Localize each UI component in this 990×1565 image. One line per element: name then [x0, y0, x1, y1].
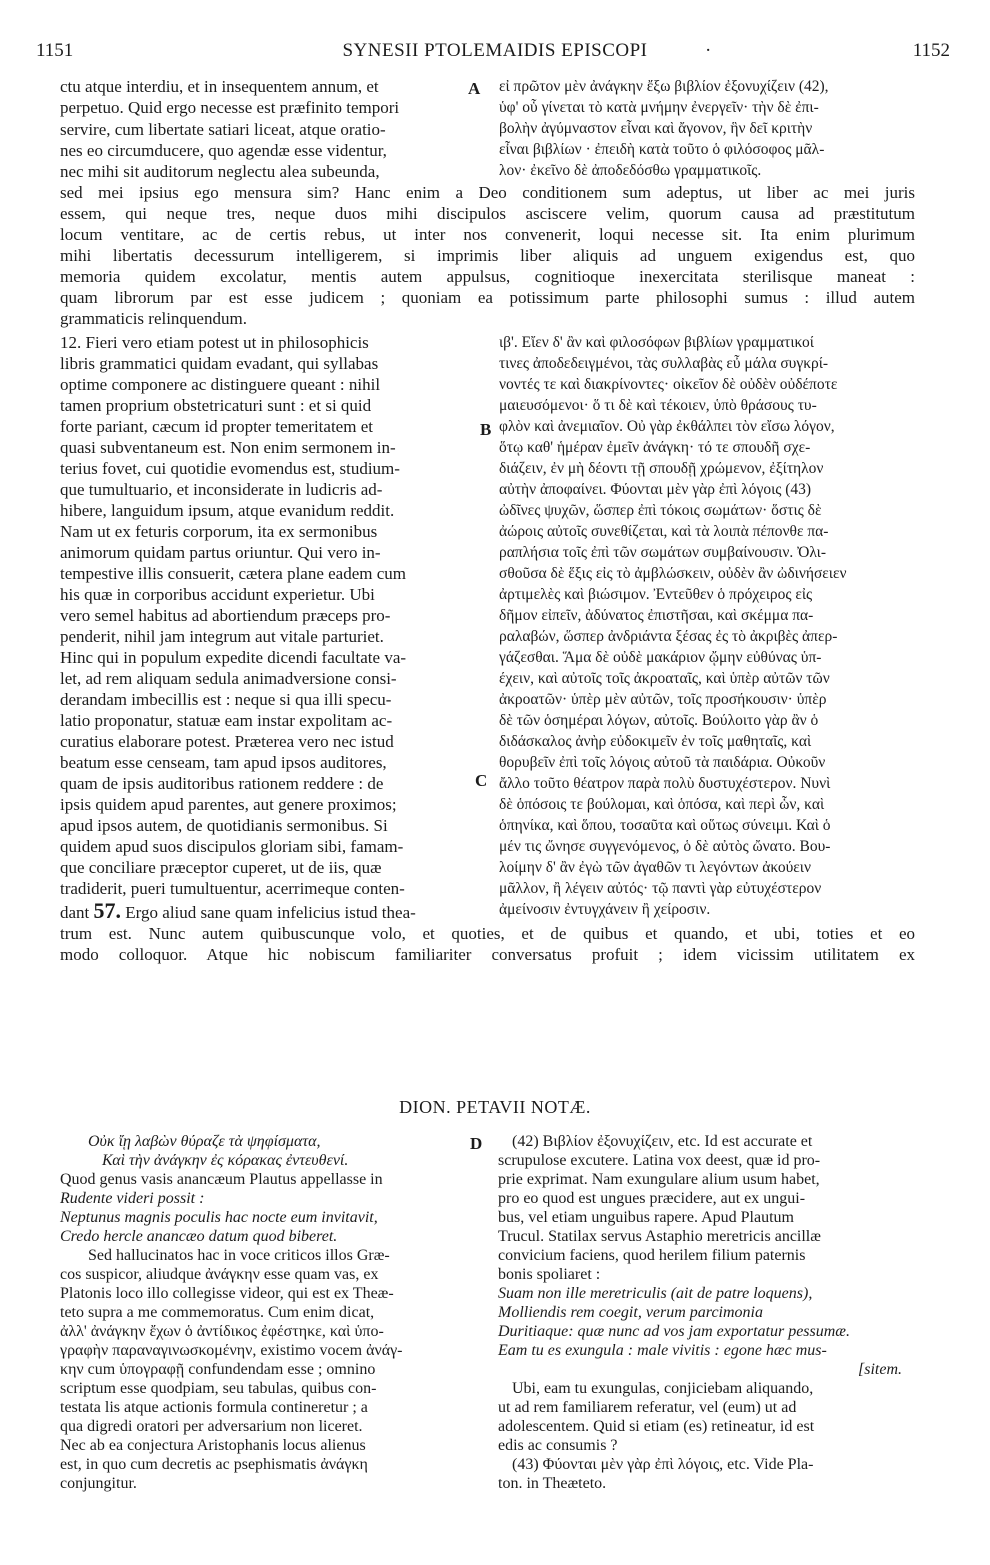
greek-mid-line: φλὸν καὶ ἀνεμιαῖον. Οὐ γὰρ ἐκθάλπει τὸν εἴσω λόγον,: [499, 418, 835, 435]
note-right-line: [sitem.: [858, 1361, 902, 1378]
latin-mid-line: terius fovet, cui quotidie evomendus est, studium-: [60, 459, 400, 478]
latin-full-line: memoria quidem excolatur, mentis autem appulsus, cognitioque inexercitata sterilisque maneat :: [60, 267, 915, 286]
latin-mid-line: tempestive illis consuerit, cætera plane eadem cum: [60, 564, 407, 583]
notes-heading: DION. PETAVII NOTÆ.: [399, 1097, 591, 1117]
column-number: 57.: [93, 898, 122, 923]
greek-mid-line: μαιευσόμενοι· ὅ τι δὲ καὶ τέκοιεν, ὑπὸ θράσους τυ-: [499, 397, 817, 414]
greek-mid-line: μέν τις ὤνησε συγγενόμενος, ὁ δὲ αὐτὸς ὤνατο. Βου-: [499, 838, 831, 855]
note-left-line: conjungitur.: [60, 1475, 137, 1492]
latin-full-line: locum ventitare, ac de certis rebus, ut inter nos convenerit, loqui necesse sit. Ita enim plurimum: [60, 225, 915, 244]
greek-mid-line: αὐτὴν ἀποφαίνει. Φύονται μὲν γὰρ ἐπὶ λόγοις (43): [499, 481, 812, 498]
greek-top-line: λον· ἐκεῖνο δὲ ἀποδεδόσθω γραμματικοῖς.: [499, 162, 762, 179]
latin-mid-line: latio proponatur, statuæ eam instar expolitam ac-: [60, 711, 393, 730]
latin-mid-line: hibere, languidum ipsum, atque evanidum reddit.: [60, 501, 395, 520]
note-left-line: scriptum esse quodpiam, seu tabulas, quibus con-: [60, 1380, 377, 1397]
latin-mid-line: Hinc qui in populum expedite dicendi facultate va-: [60, 648, 407, 667]
latin-mid-line: que conciliare præceptor cuperet, ut de iis, quæ: [60, 858, 382, 877]
note-right-line: pro eo quod est ungues præcidere, aut ex ungui-: [498, 1190, 806, 1207]
latin-mid-line: derandam imbecillis est : neque si qua illi specu-: [60, 690, 392, 709]
greek-mid-line: σθοῦσα δὲ ἕξις εἰς τὸ ἀμβλώσκειν, οὐδὲν ἂν ὠδινήσειεν: [499, 565, 847, 582]
latin-mid-line: 12. Fieri vero etiam potest ut in philosophicis: [60, 333, 369, 352]
latin-mid-line: quidem apud suos discipulos gloriam sibi, famam-: [60, 837, 404, 856]
header-dot: ·: [705, 40, 712, 61]
latin-mid-line: animorum quidam partus oriuntur. Qui vero in-: [60, 543, 381, 562]
greek-mid-line: διδάσκαλος ἀνὴρ εὐδοκιμεῖν ἐν τοῖς μαθηταῖς, καὶ: [499, 733, 812, 750]
greek-mid-line: διάζειν, ἐν μὴ δέοντι τῇ σπουδῇ χρώμενον, ἐξίτηλον: [499, 460, 824, 477]
greek-mid-line: θορυβεῖν ἐπὶ τοῖς λόγοις αὐτοῦ τὰ παιδάρια. Οὐκοῦν: [499, 754, 826, 771]
latin-mid-line: forte pariant, cæcum id propter temeritatem et: [60, 417, 373, 436]
latin-top-line: nes eo circumducere, quo agendæ esse videntur,: [60, 141, 387, 160]
latin-top-line: servire, cum libertate satiari liceat, atque oratio-: [60, 120, 386, 139]
note-left-line: Nec ab ea conjectura Aristophanis locus alienus: [60, 1437, 366, 1454]
latin-mid-line: his quæ in corporibus accidunt experietur. Ubi: [60, 585, 375, 604]
note-left-line: Οὐκ ἴῃ λαβὼν θύραζε τὰ ψηφίσματα,: [88, 1133, 321, 1150]
greek-mid-line: ἀμείνοσιν ἐντυγχάνειν ἢ χείροσιν.: [499, 901, 711, 918]
greek-mid-line: τινες ἀποδεδειγμένοι, τὰς συλλαβὰς εὖ μάλα συγκρί-: [499, 355, 829, 372]
latin-mid-line: curatius elaborare potest. Præterea vero nec istud: [60, 732, 394, 751]
note-left-line: est, in quo cum decretis ac psephismatis ἀνάγκη: [60, 1456, 368, 1473]
note-left-line: Sed hallucinatos hac in voce criticos illos Græ-: [88, 1247, 390, 1264]
greek-top-line: βολὴν ἀγύμναστον εἶναι καὶ ἄγονον, ἣν δεῖ κριτὴν: [499, 120, 813, 137]
section-marker-b: B: [480, 420, 492, 439]
section-marker-a: A: [468, 79, 481, 98]
page-number-right: 1152: [912, 40, 950, 61]
greek-mid-line: νοντές τε καὶ διακρίνοντες· οἰκεῖον δὲ οὐδὲν οὐδέποτε: [499, 376, 838, 393]
latin-full-line: quam librorum par est esse judicem ; quoniam ea potissimum parte philosophi sumus : illud autem: [60, 288, 915, 307]
latin-mid-line: quasi subventaneum est. Non enim sermonem in-: [60, 438, 396, 457]
greek-mid-line: μᾶλλον, ἢ λέγειν αὐτός· τῷ παντὶ γὰρ εὐτυχέστερον: [499, 880, 822, 897]
greek-mid-line: λοίμην δ' ἂν ἐγὼ τῶν ἀγαθῶν τι λεγόντων ἀκούειν: [499, 859, 811, 876]
latin-full-line: sed mei ipsius ego mensura sim? Hanc enim a Deo conditionem sum adeptus, ut liber ac mei juris: [60, 183, 915, 202]
latin-mid-prefix: dant: [60, 903, 90, 922]
greek-mid-line: δῆμον εἰπεῖν, ἀδύνατος ἐπιστῆσαι, καὶ σκέμμα πα-: [499, 607, 814, 624]
note-right-line: Trucul. Statilax servus Astaphio meretricis ancillæ: [498, 1228, 821, 1245]
note-right-line: convicium faciens, quod herilem filium paternis: [498, 1247, 806, 1264]
greek-mid-line: ὁπηνίκα, καὶ ὅπου, τοσαῦτα καὶ οὕτως σύνειμι. Καὶ ὁ: [499, 817, 831, 834]
latin-end-line: modo colloquor. Atque hic nobiscum familiariter conversatus profuit ; idem vicissim utilitatem ex: [60, 945, 915, 964]
greek-mid-line: ἀκροατῶν· ὑπὲρ μὲν αὐτῶν, τοῖς προσήκουσιν· ὑπὲρ: [499, 691, 827, 708]
greek-mid-line: ἀώροις αὐτοῖς συνεθίζεται, καὶ τὰ λοιπὰ πέπονθε πα-: [499, 523, 829, 540]
note-right-line: prie exprimat. Nam exungulare alium usum habet,: [498, 1171, 820, 1188]
latin-mid-line: let, ad rem aliquam sedula animadversione consi-: [60, 669, 397, 688]
latin-full-line: grammaticis relinquendum.: [60, 309, 247, 328]
note-right-line: ut ad rem familiarem referatur, vel (eum) ut ad: [498, 1399, 797, 1416]
note-left-line: Quod genus vasis anancæum Plautus appellasse in: [60, 1171, 383, 1188]
latin-top-line: perpetuo. Quid ergo necesse est præfinito tempori: [60, 98, 400, 117]
note-left-line: Platonis loco illo collegisse videor, qui est ex Theæ-: [60, 1285, 394, 1302]
note-left-line: κην cum ὑπογραφῇ confundendam esse ; omnino: [60, 1361, 376, 1378]
note-left-line: qua digredi oratori per adversarium non liceret.: [60, 1418, 363, 1435]
latin-mid-line: vero semel habitus ad abortiendum præceps pro-: [60, 606, 391, 625]
greek-mid-line: ἄλλο τοῦτο θέατρον παρὰ πολὺ δυστυχέστερον. Νυνὶ: [499, 775, 831, 792]
note-left-line: teto supra a me commemoratus. Cum enim dicat,: [60, 1304, 375, 1321]
latin-full-line: essem, qui neque tres, neque duos mihi discipulos asciscere velim, quorum causa ad præstitutum: [60, 204, 915, 223]
greek-top-line: εἰ πρῶτον μὲν ἀνάγκην ἔξω βιβλίον ἐξονυχίζειν (42),: [499, 78, 829, 95]
latin-mid-line: libris grammatici quidam evadant, qui syllabas: [60, 354, 379, 373]
greek-mid-line: ὠδῖνες ψυχῶν, ὥσπερ ἐπὶ τόκοις σωμάτων· ὅστις δὲ: [499, 502, 822, 519]
section-marker-d: D: [470, 1134, 483, 1153]
latin-mid-line: tamen proprium obstetricaturi sunt : et si quid: [60, 396, 372, 415]
latin-end-line: trum est. Nunc autem quibuscunque volo, et quoties, et de quibus et quando, et ubi, toties et eo: [60, 924, 915, 943]
greek-mid-line: δὲ ὁπόσοις τε βούλομαι, καὶ ὁπόσα, καὶ περὶ ὧν, καὶ: [499, 796, 825, 813]
greek-top-line: ὑφ' οὗ γίνεται τὸ κατὰ μνήμην ἐνεργεῖν· τὴν δὲ ἐπι-: [499, 99, 819, 116]
section-marker-c: C: [475, 771, 488, 790]
latin-mid-line: apud ipsos autem, de quotidianis sermonibus. Si: [60, 816, 388, 835]
note-right-line: (43) Φύονται μὲν γὰρ ἐπὶ λόγοις, etc. Vide Pla-: [512, 1456, 814, 1473]
note-left-line: Καὶ τὴν ἀνάγκην ἐς κόρακας ἐντευθενί.: [102, 1152, 349, 1169]
latin-mid-line: ipsis quidem apud parentes, aut genere proximos;: [60, 795, 397, 814]
greek-mid-line: ὅτῳ καθ' ἡμέραν ἐμεῖν ἀνάγκη· τό τε σπουδῆ σχε-: [499, 439, 811, 456]
latin-mid-line: tradiderit, pueri tumultuentur, acerrimeque conten-: [60, 879, 405, 898]
note-left-line: testata lis atque actionis formula contineretur ; a: [60, 1399, 368, 1416]
note-right-line: bus, vel etiam unguibus rapere. Apud Plautum: [498, 1209, 794, 1226]
note-right-line: Ubi, eam tu exungulas, conjiciebam aliquando,: [512, 1380, 814, 1397]
latin-top-line: ctu atque interdiu, et in insequentem annum, et: [60, 77, 379, 96]
latin-mid-line: beatum esse censeam, tam apud ipsos auditores,: [60, 753, 387, 772]
note-right-line: Molliendis rem coegit, verum parcimonia: [498, 1304, 763, 1321]
latin-mid-line: Nam ut ex feturis corporum, ita ex sermonibus: [60, 522, 378, 541]
latin-mid-line-col-break: [60, 900, 416, 922]
latin-mid-line: quam de ipsis auditoribus rationem reddere : de: [60, 774, 384, 793]
greek-mid-line: ραπλήσια τοῖς ἐπὶ τῶν σωμάτων συμβαίνουσιν. Ὀλι-: [499, 544, 826, 561]
running-title: SYNESII PTOLEMAIDIS EPISCOPI: [342, 40, 648, 61]
note-right-line: Eam tu es exungula : male vivitis : egone hæc mus-: [498, 1342, 827, 1359]
latin-mid-line: penderit, nihil jam integrum aut vitale parturiet.: [60, 627, 384, 646]
greek-mid-line: ιβ'. Εἴεν δ' ἂν καὶ φιλοσόφων βιβλίων γραμματικοί: [499, 334, 814, 351]
page-number-left: 1151: [36, 40, 74, 61]
latin-full-line: mihi libertatis decessurum intelligerem, si imprimis liber aliquis ad unguem exigendus est, quo: [60, 246, 915, 265]
note-right-line: bonis spoliaret :: [498, 1266, 601, 1283]
latin-top-line: nec mihi sit auditorum neglectu alea subeunda,: [60, 162, 380, 181]
latin-mid-line: que tumultuario, et inconsiderate in ludicris ad-: [60, 480, 383, 499]
greek-mid-line: δὲ τῶν ὁσημέραι λόγων, αὐτοῖς. Βούλοιτο γὰρ ἂν ὁ: [499, 712, 819, 729]
note-right-line: scrupulose excutere. Latina vox deest, quæ id pro-: [498, 1152, 821, 1169]
note-right-line: adolescentem. Quid si etiam (es) retineatur, id est: [498, 1418, 815, 1435]
latin-mid-line: optime componere ac distinguere queant : nihil: [60, 375, 381, 394]
note-left-line: Credo hercle anancæo datum quod biberet.: [60, 1228, 338, 1245]
note-left-line: ἀλλ' ἀνάγκην ἔχων ὁ ἀντίδικος ἐφέστηκε, καὶ ὑπο-: [60, 1323, 384, 1340]
note-right-line: edis ac consumis ?: [498, 1437, 618, 1454]
note-right-line: ton. in Theæteto.: [498, 1475, 607, 1492]
note-right-line: Suam non ille meretriculis (ait de patre loquens),: [498, 1285, 813, 1302]
latin-mid-rest: Ergo aliud sane quam infelicius istud thea-: [125, 903, 416, 922]
greek-mid-line: ἀρτιμελὲς καὶ βιώσιμον. Ἐντεῦθεν ὁ πρόχειρος εἰς: [499, 586, 813, 603]
note-left-line: γραφὴν παραναγινωσκομένην, existimo vocem ἀνάγ-: [60, 1342, 403, 1359]
greek-mid-line: έχειν, καὶ αὐτοῖς τοῖς ἀκροαταῖς, καὶ ὑπὲρ αὐτῶν τῶν: [499, 670, 830, 687]
greek-mid-line: γάζεσθαι. Ἅμα δὲ οὐδὲ μακάριον ᾤμην εὐθύνας ὑπ-: [499, 649, 822, 666]
note-right-line: Duritiaque: quæ nunc ad vos jam exportatur pessumæ.: [498, 1323, 850, 1340]
note-right-line: (42) Βιβλίον ἐξονυχίζειν, etc. Id est accurate et: [512, 1133, 813, 1150]
greek-mid-line: ραλαβών, ὥσπερ ἀνδριάντα ξέσας ἐς τὸ ἀκριβὲς ἀπερ-: [499, 628, 838, 645]
greek-top-line: εἶναι βιβλίων · ἐπειδὴ κατὰ τοῦτο ὁ φιλόσοφος μᾶλ-: [499, 141, 825, 158]
note-left-line: cos suspicor, aliudque ἀνάγκην esse quam vas, ex: [60, 1266, 379, 1283]
note-left-line: Rudente videri possit :: [60, 1190, 205, 1207]
note-left-line: Neptunus magnis poculis hac nocte eum invitavit,: [60, 1209, 378, 1226]
